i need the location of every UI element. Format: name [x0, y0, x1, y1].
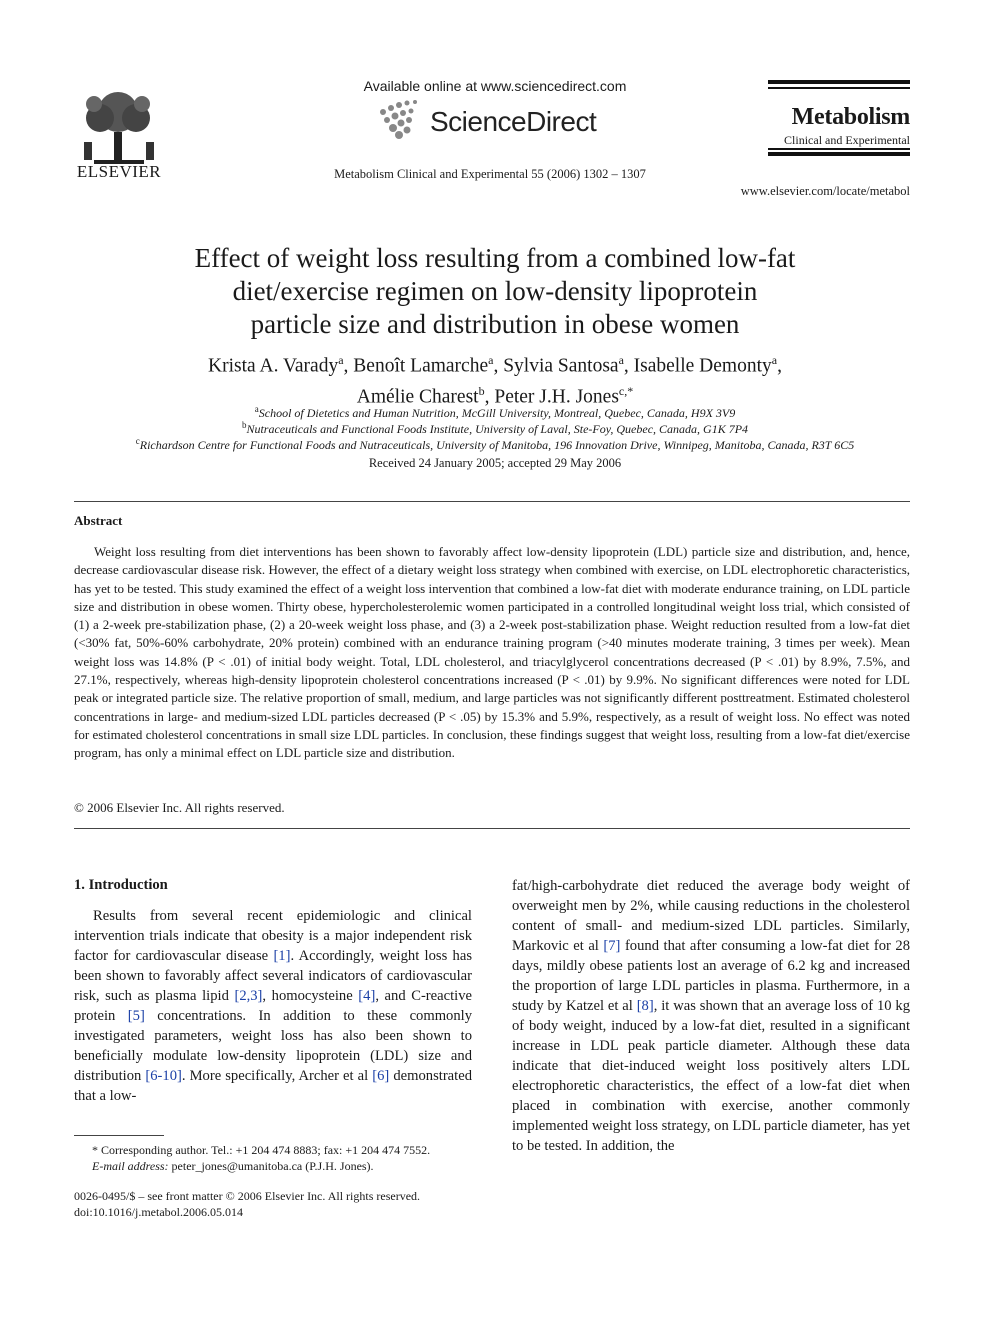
affiliation — [60, 420, 930, 437]
sciencedirect-dots-icon — [375, 98, 435, 142]
corresponding-footnote — [74, 1142, 472, 1174]
author-name: Peter J.H. Jones — [494, 386, 619, 407]
author-name: Isabelle Demonty — [633, 355, 772, 377]
abstract-text: Weight loss resulting from diet interventions has been shown to favorably affect low-density lipoprotein (LDL) particle size and distribution, and, hence, decrease cardiovascular disease risk. However, the effect of a dietary weight loss strategy when combined with exercise, on LDL electrophoretic characteristics, has yet to be tested. This study examined the effect of a weight loss intervention that combined a low-fat diet with moderate endurance training, on LDL particle size and distribution in obese women. Thirty obese, hypercholesterolemic women participated in a controlled longitudinal weight loss trial, which consisted of (1) a 2-week pre-stabilization phase, (2) a 20-week weight loss phase, and (3) a 2-week post-stabilization phase. Weight reduction resulted from a low-fat diet (<30% fat, 50%-60% carbohydrate, 20% protein) combined with an endurance training program (>40 minutes moderate training, 3 times per week). Mean weight loss was 14.8% (P < .01) of initial body weight. Total, LDL cholesterol, and triacylglycerol concentrations decreased (P < .01) by 8.9%, 7.5%, and 27.1%, respectively, whereas high-density lipoprotein cholesterol concentrations increased (P < .01) by 9.9%. No significant differences were noted for LDL peak or integrated particle size. The relative proportion of small, medium, and large particles was not significantly different posttreatment. Estimated cholesterol concentrations in large- and medium-sized LDL particles decreased (P < .05) by 15.3% and 5.9%, respectively, as a result of weight loss. No effect was noted for estimated cholesterol concentrations in small size LDL particles. In conclusion, these findings suggest that weight loss, resulting from a low-fat diet/exercise program, has only a minimal effect on LDL particle size and distribution. — [74, 544, 910, 761]
email-label: E-mail address: — [92, 1159, 169, 1173]
corresponding-author-note: * Corresponding author. Tel.: +1 204 474 8883; fax: +1 204 474 7552. — [92, 1143, 431, 1157]
reference-link[interactable]: [5] — [127, 1008, 145, 1024]
author-aff-mark: a — [618, 353, 624, 367]
affiliation-text: Richardson Centre for Functional Foods and Nutraceuticals, University of Manitoba, 196 Innovation Drive, Winnipeg, Manitoba, Canada, R3T 6C5 — [139, 438, 855, 452]
header-rule — [768, 152, 910, 156]
author-aff-mark: b — [478, 383, 485, 398]
reference-link[interactable]: [6] — [372, 1068, 390, 1084]
journal-name: Metabolism — [791, 104, 910, 130]
footnote-rule — [74, 1135, 164, 1136]
body-column-left — [74, 906, 472, 1106]
author-name: Benoît Lamarche — [353, 355, 489, 377]
title-line: Effect of weight loss resulting from a combined low-fat — [194, 243, 796, 273]
reference-link[interactable]: [7] — [603, 938, 621, 954]
body-text: , it was shown that an average loss of 10 kg of body weight, induced by a low-fat diet, resulted in a significant increase in LDL peak particle diameter. Although these data indicate that diet-induced weight loss positively alters LDL electrophoretic characteristics, the effect of a low-fat diet when placed in combination with exercise, another commonly implemented weight loss strategy, on LDL particle diameter, has yet to be tested. In addition, the — [512, 998, 910, 1154]
doi-line[interactable]: doi:10.1016/j.metabol.2006.05.014 — [74, 1205, 243, 1219]
header-rule — [768, 80, 910, 84]
article-title — [120, 242, 870, 341]
reference-link[interactable]: [2,3] — [234, 988, 263, 1004]
body-text: concentrations. In addition to these commonly investigated parameters, weight loss has also been shown to beneficially modulate low-density lipoprotein (LDL) size and distribution — [74, 1008, 472, 1084]
body-column-right — [512, 876, 910, 1156]
header-rule — [768, 148, 910, 150]
journal-citation: Metabolism Clinical and Experimental 55 (2006) 1302 – 1307 — [334, 167, 646, 181]
author-name: Sylvia Santosa — [503, 355, 619, 377]
body-text: . More specifically, Archer et al — [181, 1068, 373, 1084]
journal-url-link[interactable]: www.elsevier.com/locate/metabol — [740, 184, 910, 198]
issn-line: 0026-0495/$ – see front matter © 2006 Elsevier Inc. All rights reserved. — [74, 1189, 421, 1203]
introduction-heading: 1. Introduction — [74, 877, 168, 893]
reference-link[interactable]: [8] — [636, 998, 654, 1014]
body-text: Results from several recent epidemiologic and clinical intervention trials indicate that obesity is a major independent risk factor for cardiovascular disease — [74, 908, 472, 964]
reference-link[interactable]: [4] — [358, 988, 376, 1004]
affiliation-text: Nutraceuticals and Functional Foods Institute, University of Laval, Ste-Foy, Quebec, Canada, G1K 7P4 — [246, 422, 749, 436]
affiliation-mark: c — [135, 436, 140, 446]
body-text: . Accordingly, weight loss has been shown to favorably affect several indicators of cardiovascular risk, such as plasma lipid — [74, 948, 472, 1004]
body-text: , and C-reactive protein — [74, 988, 472, 1024]
affiliation-mark: b — [241, 420, 247, 430]
title-line: diet/exercise regimen on low-density lipoprotein — [232, 276, 758, 306]
body-text: found that after consuming a low-fat diet for 28 days, mildly obese patients lost an average of 6.2 kg and increased the proportion of large LDL particles in plasma. Furthermore, in a study by Katzel et al — [512, 938, 910, 1014]
abstract-copyright: © 2006 Elsevier Inc. All rights reserved. — [74, 800, 285, 815]
affiliation-mark: a — [254, 404, 259, 414]
author-name: Krista A. Varady — [208, 355, 339, 377]
author-aff-mark: a — [338, 353, 344, 367]
body-text: , homocysteine — [262, 988, 359, 1004]
email-link[interactable]: peter_jones@umanitoba.ca (P.J.H. Jones). — [171, 1159, 374, 1173]
available-online-text[interactable]: Available online at www.sciencedirect.com — [363, 78, 627, 94]
body-text: demonstrated that a low- — [74, 1068, 472, 1104]
section-divider — [74, 828, 910, 829]
title-line: particle size and distribution in obese women — [250, 309, 740, 339]
journal-subtitle: Clinical and Experimental — [784, 133, 910, 147]
affiliation — [60, 436, 930, 453]
reference-link[interactable]: [1] — [273, 948, 291, 964]
publisher-logo-text: ELSEVIER — [76, 162, 162, 181]
author-name: Amélie Charest — [356, 386, 479, 407]
front-matter — [74, 1188, 494, 1220]
affiliation — [60, 404, 930, 421]
section-divider — [74, 501, 910, 502]
sciencedirect-logo-text: ScienceDirect — [430, 106, 597, 137]
abstract-heading: Abstract — [74, 513, 123, 528]
author-aff-mark: a — [771, 353, 778, 367]
affiliation-text: School of Dietetics and Human Nutrition, McGill University, Montreal, Quebec, Canada, H9X 3V9 — [258, 406, 736, 420]
author-aff-mark: a — [488, 353, 494, 367]
author-list: Krista A. Varady$^a$, Benoît Lamarche$^a$, Sylvia Santosa$^a$, Isabelle Demonty$^a$, Amélie Charest$^b$, Peter J.H. Jones$^{c,*}$ — [208, 353, 782, 407]
received-dates: Received 24 January 2005; accepted 29 May 2006 — [368, 456, 622, 470]
body-text: fat/high-carbohydrate diet reduced the average body weight of overweight men by 2%, while causing reductions in the cholesterol content of small- and medium-sized LDL particles. Similarly, Markovic et al — [512, 878, 910, 954]
author-aff-mark: c,* — [618, 383, 634, 398]
header-rule — [768, 87, 910, 89]
reference-link[interactable]: [6-10] — [145, 1068, 182, 1084]
